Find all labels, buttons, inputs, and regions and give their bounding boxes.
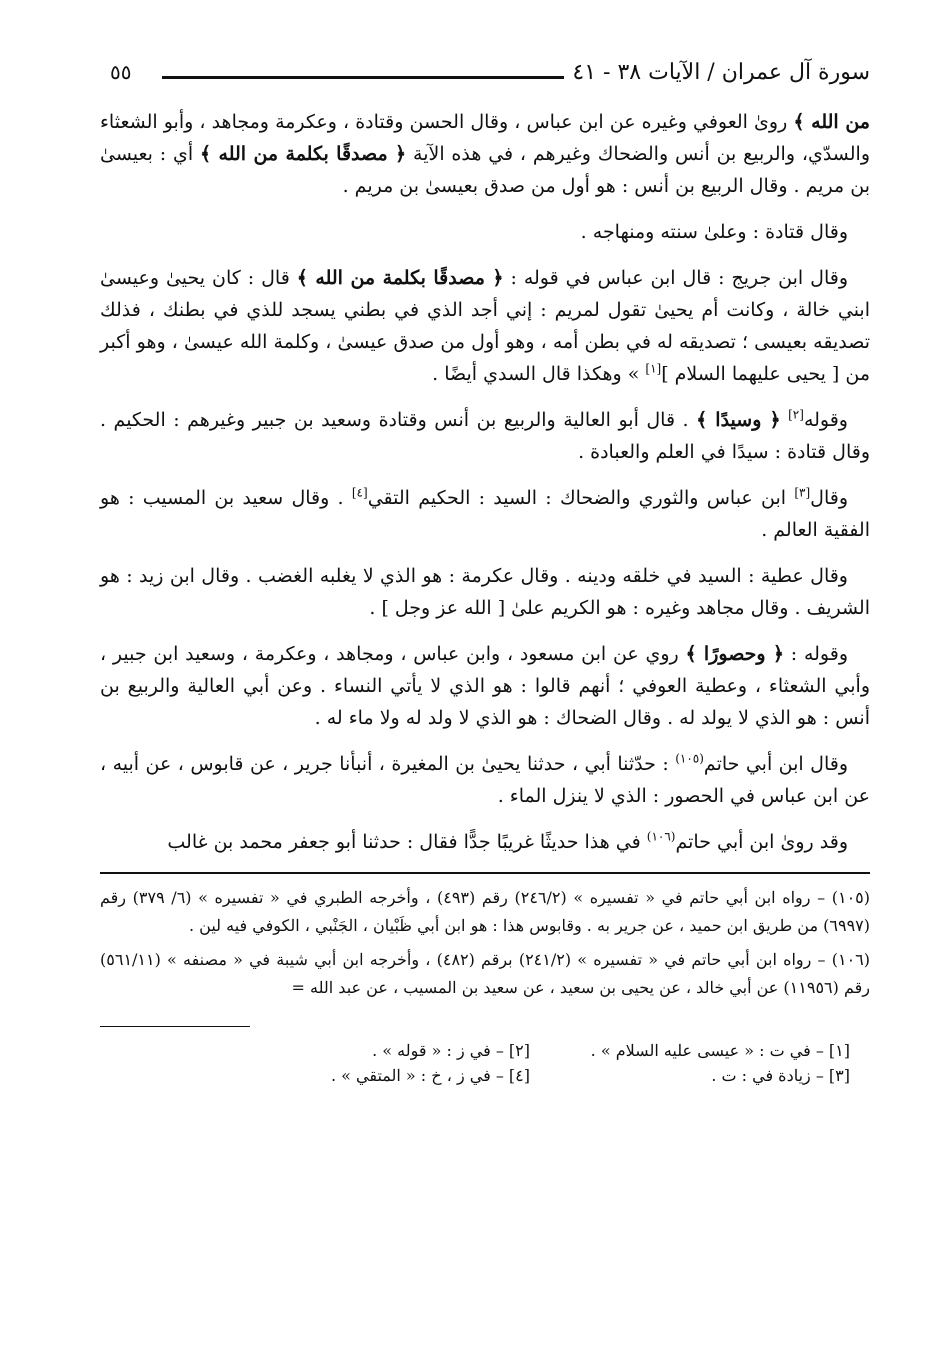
text: روىٰ العوفي وغيره عن ابن عباس ، وقال الحسن وقتادة ، وعكرمة ومجاهد ، وأبو الشعثاء والسدّي، والربيع بن أنس والضحاك وغيرهم ، في هذه الآية: [100, 111, 870, 165]
page: [100, 60, 870, 1085]
text: وقال ابن أبي حاتم: [703, 753, 849, 775]
text: وقال: [810, 487, 848, 509]
ayah-quote: ﴿ وحصورًا ﴾: [685, 643, 785, 665]
text: ابن عباس والثوري والضحاك : السيد : الحكيم التقي: [367, 487, 795, 509]
note-ref[interactable]: [٢]: [788, 407, 804, 422]
text: . وقال سعيد بن المسيب : هو الفقية العالم .: [100, 487, 870, 541]
paragraph-6: وقال عطية : السيد في خلقه ودينه . وقال عكرمة : هو الذي لا يغلبه الغضب . وقال ابن زيد : هو الشريف . وقال مجاهد وغيره : هو الكريم علىٰ [ الله عز وجل ] .: [100, 565, 870, 619]
text: وقوله: [803, 409, 848, 431]
paragraph-8: [100, 748, 870, 812]
text: » وهكذا قال السدي أيضًا .: [432, 363, 646, 385]
variant-note-3: [٣] – زيادة في : ت .: [711, 1066, 850, 1085]
variant-note-1: [١] – في ت : « عيسى عليه السلام » .: [590, 1041, 850, 1060]
ayah-quote: من الله ﴾: [793, 111, 870, 133]
variant-notes-rule: [100, 1026, 250, 1027]
note-ref[interactable]: [١]: [645, 361, 662, 376]
footnote-105: (١٠٥) – رواه ابن أبي حاتم في « تفسيره » (٢٤٦/٢) رقم (٤٩٣) ، وأخرجه الطبري في « تفسيره » (٦/ ٣٧٩) رقم (٦٩٩٧) من طريق ابن حميد ، عن جرير به . وقابوس هذا : هو ابن أبي ظَبْيان ، الجَنْبي ، الكوفي فيه لين .: [100, 888, 870, 935]
text: : حدّثنا أبي ، حدثنا يحيىٰ بن المغيرة ، أنبأنا جرير ، عن قابوس ، عن أبيه ، عن ابن عباس في الحصور : الذي لا ينزل الماء .: [100, 753, 870, 807]
variant-note-4: [٤] – في ز ، خ : « المتقي » .: [330, 1066, 530, 1085]
variant-note-2: [٢] – في ز : « قوله » .: [372, 1041, 530, 1060]
text: [781, 409, 789, 431]
paragraph-1: [100, 106, 870, 202]
text: في هذا حديثًا غريبًا جدًّا فقال : حدثنا أبو جعفر محمد بن غالب: [167, 831, 647, 853]
running-header: [100, 60, 870, 100]
text: قال : كان يحيىٰ وعيسىٰ ابني خالة ، وكانت أم يحيىٰ تقول لمريم : إني أجد الذي في بطني يسجد للذي في بطنك ، فذلك تصديقه بعيسى ؛ تصديقه له في بطن أمه ، وهو أول من صدق عيسىٰ ، وكلمة الله عيسىٰ ، وهو أكبر من [ يحيى عليهما السلام ]: [100, 267, 870, 385]
note-ref[interactable]: [٣]: [794, 485, 811, 500]
note-ref[interactable]: (١٠٥): [675, 751, 704, 766]
paragraph-2: وقال قتادة : وعلىٰ سنته ومنهاجه .: [580, 221, 848, 243]
footnote-rule: [100, 872, 870, 874]
variant-notes: [210, 1041, 850, 1085]
paragraph-4: [100, 404, 870, 468]
paragraph-9: [100, 826, 870, 858]
main-text: [100, 106, 870, 858]
ayah-quote: ﴿ مصدقًا بكلمة من الله ﴾: [200, 143, 407, 165]
text: روي عن ابن مسعود ، وابن عباس ، ومجاهد ، وعكرمة ، وسعيد ابن جبير ، وأبي الشعثاء ، وعطية العوفي ؛ أنهم قالوا : هو الذي لا يأتي النساء . وعن أبي العالية والربيع بن أنس : هو الذي لا يولد له . وقال الضحاك : هو الذي لا ولد له ولا ماء له .: [100, 643, 870, 729]
note-ref[interactable]: [٤]: [351, 485, 368, 500]
paragraph-3: [100, 262, 870, 390]
note-ref[interactable]: (١٠٦): [646, 829, 676, 844]
text: وقال ابن جريج : قال ابن عباس في قوله :: [503, 267, 849, 289]
footnotes: [100, 884, 870, 1002]
paragraph-7: [100, 638, 870, 734]
text: . قال أبو العالية والربيع بن أنس وقتادة وسعيد بن جبير وغيرهم : الحكيم . وقال قتادة : سيدًا في العلم والعبادة .: [100, 409, 870, 463]
text: وقوله :: [784, 643, 849, 665]
header-rule: [162, 76, 564, 79]
ayah-quote: ﴿ مصدقًا بكلمة من الله ﴾: [296, 267, 504, 289]
text: أي : بعيسىٰ بن مريم . وقال الربيع بن أنس : هو أول من صدق بعيسىٰ بن مريم .: [100, 143, 870, 197]
text: وقد روىٰ ابن أبي حاتم: [675, 831, 848, 853]
page-number: ٥٥: [110, 60, 132, 84]
paragraph-5: [100, 482, 870, 546]
footnote-106: (١٠٦) – رواه ابن أبي حاتم في « تفسيره » (٢٤١/٢) برقم (٤٨٢) ، وأخرجه ابن أبي شيبة في « مصنفه » (٥٦١/١١) رقم (١١٩٥٦) عن أبي خالد ، عن يحيى بن سعيد ، عن سعيد بن المسيب ، عن عبد الله =: [100, 950, 871, 997]
surah-title: سورة آل عمران / الآيات ٣٨ - ٤١: [572, 60, 870, 85]
ayah-quote: ﴿ وسيدًا ﴾: [696, 409, 781, 431]
